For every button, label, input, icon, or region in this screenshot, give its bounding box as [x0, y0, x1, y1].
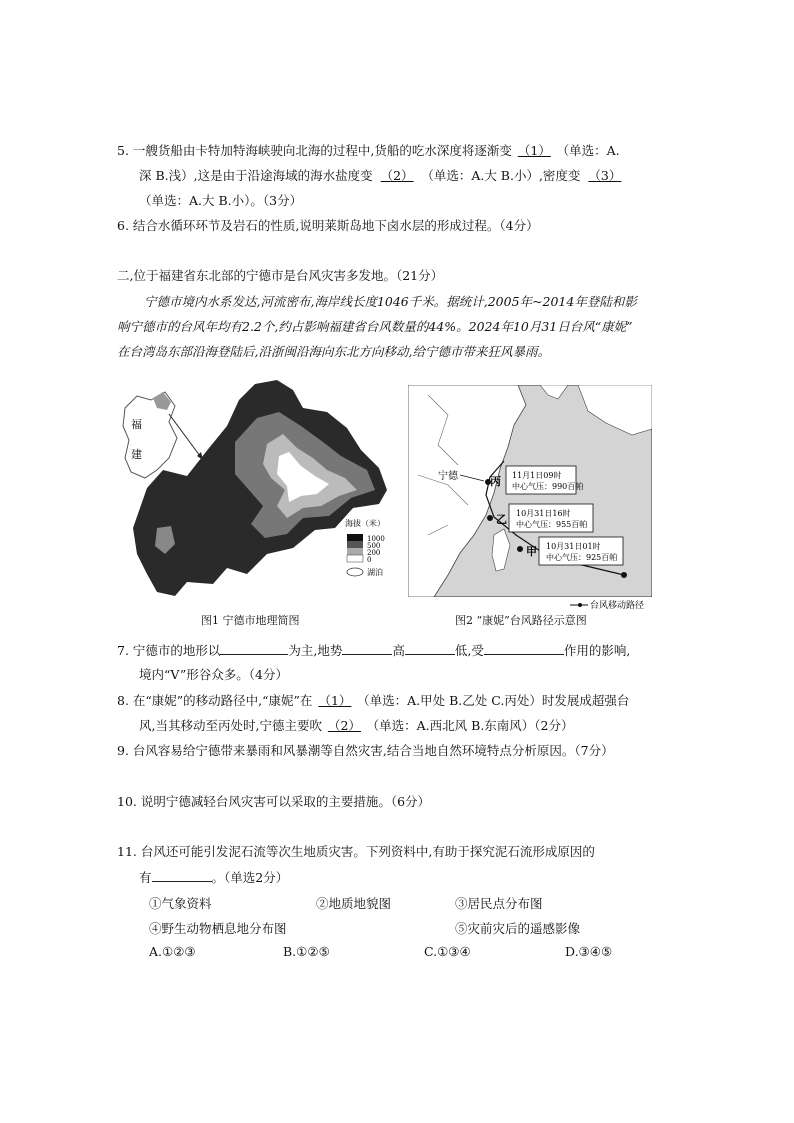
q8-line1 — [117, 693, 629, 709]
q11-choice-d[interactable]: D.③④⑤ — [565, 944, 613, 959]
q7-blank-3[interactable] — [405, 642, 455, 655]
q9-text: 9. 台风容易给宁德带来暴雨和风暴潮等自然灾害,结合当地自然环境特点分析原因。（7分） — [117, 743, 614, 758]
point-yi — [487, 515, 493, 521]
legend-swatch-4 — [347, 555, 363, 562]
q7-blank-2[interactable] — [342, 642, 392, 655]
legend-1000: 1000 — [367, 535, 385, 543]
track-start — [621, 572, 627, 578]
q8-line2 — [139, 718, 574, 734]
q7-line1 — [117, 642, 630, 659]
q5-blank-2[interactable]: （2） — [380, 168, 414, 183]
q11-choice-a[interactable]: A.①②③ — [149, 944, 196, 959]
q5-blank-3[interactable]: （3） — [588, 168, 622, 183]
bing-time: 11月1日09时 — [512, 471, 562, 480]
q5-blank-1[interactable]: （1） — [517, 143, 551, 158]
inset-label-jian: 建 — [131, 448, 142, 461]
section2-para-2: 响宁德市的台风年均有2.2个,约占影响福建省台风数量的44%。2024年10月31日台风“康妮” — [117, 319, 633, 334]
legend-track-label: 台风移动路径 — [590, 601, 645, 611]
q10-text: 10. 说明宁德减轻台风灾害可以采取的主要措施。（6分） — [117, 794, 431, 809]
q11-item-4: ④野生动物栖息地分布图 — [149, 921, 287, 936]
q7-text-c: 高 — [392, 643, 405, 658]
q8-text-b: （单选：A.甲处 B.乙处 C.丙处）时发展成超强台 — [363, 693, 630, 708]
q8-text-d: （单选：A.西北风 B.东南风）（2分） — [372, 718, 574, 733]
legend-500: 500 — [367, 542, 381, 550]
q5-text-a: 5. 一艘货船由卡特加特海峡驶向北海的过程中,货船的吃水深度将逐渐变 — [117, 143, 512, 158]
figure-2-map — [408, 385, 652, 597]
tag-bing: 丙 — [490, 475, 501, 488]
legend-swatch-1 — [347, 534, 363, 541]
q11-blank[interactable] — [152, 869, 212, 882]
legend-lake: 湖泊 — [367, 568, 383, 577]
q5-line3 — [139, 193, 302, 209]
q7-text-e: 作用的影响, — [563, 643, 631, 658]
legend-0: 0 — [367, 556, 372, 564]
yi-pressure: 中心气压：955百帕 — [516, 520, 588, 529]
q11-item-5: ⑤灾前灾后的遥感影像 — [455, 921, 581, 936]
jia-pressure: 中心气压：925百帕 — [546, 553, 618, 562]
q11-choice-c[interactable]: C.①③④ — [424, 944, 471, 959]
q8-blank-2[interactable]: （2） — [327, 718, 361, 733]
lake-icon — [347, 568, 363, 576]
q5-text-d: （单选：A.大 B.小）,密度变 — [427, 168, 581, 183]
section2-para-1: 宁德市境内水系发达,河流密布,海岸线长度1046千米。据统计,2005年~2014年登陆和影 — [144, 294, 637, 309]
q8-text-a: 8. 在“康妮”的移动路径中,“康妮”在 — [117, 693, 313, 708]
q5-text-b: （单选：A. — [562, 143, 620, 158]
tag-yi: 乙 — [496, 513, 507, 526]
q11-item-2: ②地质地貌图 — [316, 896, 392, 911]
bing-pressure: 中心气压：990百帕 — [512, 482, 584, 491]
legend-swatch-3 — [347, 548, 363, 555]
legend-200: 200 — [367, 549, 381, 557]
figure-1-map — [117, 378, 395, 618]
legend-swatch-2 — [347, 541, 363, 548]
q11-text-a: 有 — [139, 870, 152, 885]
legend-title: 海拔（米） — [345, 519, 385, 528]
q11-item-1: ①气象资料 — [149, 896, 212, 911]
q7-text-a: 7. 宁德市的地形以 — [117, 643, 221, 658]
figure-1-caption: 图1 宁德市地理简图 — [201, 614, 300, 627]
figure-2-legend — [568, 598, 658, 612]
city-ningde: 宁德 — [438, 471, 458, 482]
q8-blank-1[interactable]: （1） — [318, 693, 352, 708]
q6-text: 6. 结合水循环环节及岩石的性质,说明莱斯岛地下卤水层的形成过程。（4分） — [117, 218, 539, 233]
legend-track-icon — [568, 598, 658, 612]
section2-title: 二,位于福建省东北部的宁德市是台风灾害多发地。（21分） — [117, 268, 444, 283]
q5-text-c: 深 B.浅）,这是由于沿途海域的海水盐度变 — [139, 168, 373, 183]
section2-para-3: 在台湾岛东部沿海登陆后,沿浙闽沿海向东北方向移动,给宁德市带来狂风暴雨。 — [117, 344, 550, 359]
q7-text-b: 为主,地势 — [288, 643, 343, 658]
point-jia — [517, 546, 523, 552]
q11-text-b: 。（单选2分） — [211, 870, 289, 885]
q5-line1 — [117, 143, 620, 159]
tag-jia: 甲 — [526, 545, 537, 558]
q11-item-3: ③居民点分布图 — [455, 896, 543, 911]
q7-blank-1[interactable] — [220, 642, 288, 655]
q5-line2 — [139, 168, 629, 184]
q7-line2: 境内“V”形谷众多。（4分） — [139, 667, 288, 682]
jia-time: 10月31日01时 — [546, 542, 601, 551]
typhoon-map — [408, 385, 652, 597]
q7-blank-4[interactable] — [484, 642, 564, 655]
figure-2-caption: 图2 “康妮”台风路径示意图 — [455, 614, 587, 627]
yi-time: 10月31日16时 — [516, 509, 571, 518]
q7-text-d: 低,受 — [454, 643, 484, 658]
q11-choice-b[interactable]: B.①②⑤ — [283, 944, 330, 959]
q8-text-c: 风,当其移动至丙处时,宁德主要吹 — [139, 718, 322, 733]
q5-text-e: （单选：A.大 B.小）。（3分） — [139, 193, 303, 208]
terrain-map — [117, 378, 395, 618]
q11-line1: 11. 台风还可能引发泥石流等次生地质灾害。下列资料中,有助于探究泥石流形成原因的 — [117, 844, 595, 859]
inset-label-fu: 福 — [131, 418, 142, 431]
q11-line2 — [139, 869, 288, 886]
